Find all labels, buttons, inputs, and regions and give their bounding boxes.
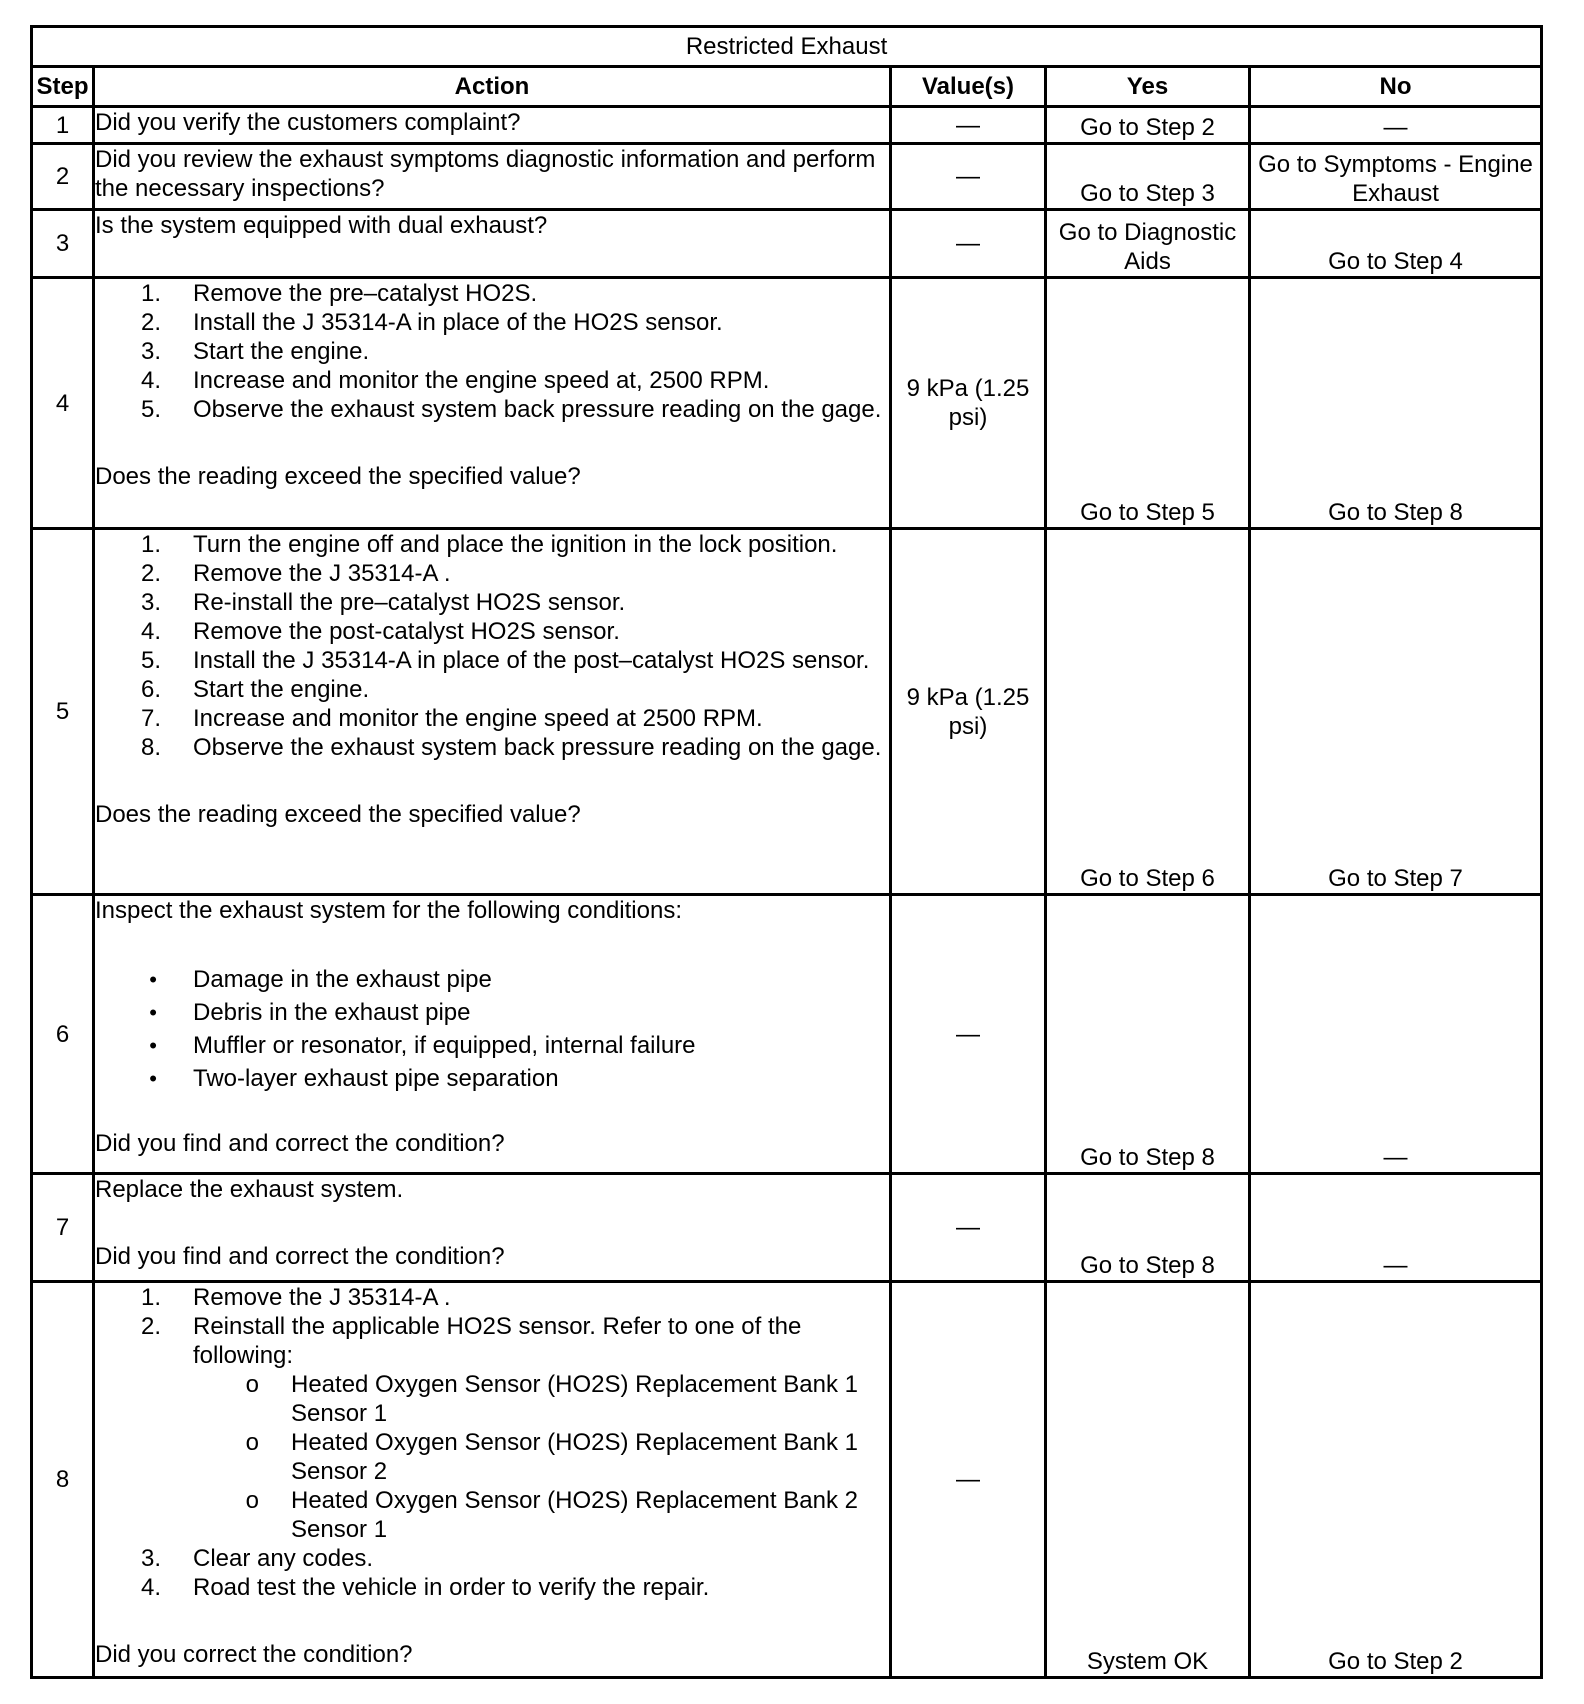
no-cell: Go to Step 8 xyxy=(1250,278,1542,529)
list-item: 4. Remove the post-catalyst HO2S sensor. xyxy=(140,618,620,645)
no-cell: — xyxy=(1250,895,1542,1174)
header-yes: Yes xyxy=(1046,67,1250,107)
sensor-reference-list xyxy=(193,1370,889,1544)
question-text: Does the reading exceed the specified value? xyxy=(95,463,581,490)
header-step: Step xyxy=(32,67,94,107)
list-item: • Debris in the exhaust pipe xyxy=(95,996,889,1029)
question-text: Did you verify the customers complaint? xyxy=(95,109,521,136)
list-item: 3. Clear any codes. xyxy=(140,1545,374,1572)
list-item: 1. Turn the engine off and place the ignition in the lock position. xyxy=(140,531,838,558)
question-text: Did you find and correct the condition? xyxy=(95,1243,505,1270)
intro-text: Replace the exhaust system. xyxy=(95,1176,404,1203)
table-row xyxy=(32,895,1542,1174)
value-cell: — xyxy=(891,144,1046,210)
yes-cell: Go to Step 6 xyxy=(1046,529,1250,895)
action-cell xyxy=(94,278,891,529)
list-item: 8. Observe the exhaust system back pressure reading on the gage. xyxy=(140,734,882,761)
list-item: 7. Increase and monitor the engine speed at 2500 RPM. xyxy=(140,705,763,732)
step-number: 8 xyxy=(32,1282,94,1678)
table-row xyxy=(32,1282,1542,1678)
table-row xyxy=(32,107,1542,144)
list-item: 6. Start the engine. xyxy=(140,676,370,703)
value-cell: — xyxy=(891,1282,1046,1678)
list-item: 3. Re-install the pre–catalyst HO2S sensor. xyxy=(140,589,626,616)
value-cell: — xyxy=(891,895,1046,1174)
step-number: 6 xyxy=(32,895,94,1174)
list-item: 3. Start the engine. xyxy=(140,338,370,365)
procedure-list xyxy=(95,1283,889,1602)
list-item: • Damage in the exhaust pipe xyxy=(95,963,889,996)
yes-cell: Go to Step 2 xyxy=(1046,107,1250,144)
question-text: Did you review the exhaust symptoms diagnostic information and perform the necessary inspections? xyxy=(95,146,876,202)
list-item: o Heated Oxygen Sensor (HO2S) Replacement Bank 1 Sensor 1 xyxy=(193,1370,889,1428)
value-cell: — xyxy=(891,1174,1046,1282)
yes-cell: Go to Step 5 xyxy=(1046,278,1250,529)
list-item: • Muffler or resonator, if equipped, internal failure xyxy=(95,1029,889,1062)
question-text: Is the system equipped with dual exhaust? xyxy=(95,212,548,239)
no-cell: — xyxy=(1250,107,1542,144)
list-item: 5. Observe the exhaust system back pressure reading on the gage. xyxy=(140,396,882,423)
action-cell xyxy=(94,895,891,1174)
circle-bullet-icon: o xyxy=(245,1429,259,1456)
table-row xyxy=(32,144,1542,210)
list-item: 1. Remove the J 35314-A . xyxy=(140,1284,451,1311)
no-cell: Go to Step 4 xyxy=(1250,210,1542,278)
bullet-icon: • xyxy=(149,967,157,992)
step-number: 7 xyxy=(32,1174,94,1282)
value-cell: — xyxy=(891,210,1046,278)
table-row xyxy=(32,210,1542,278)
table-row xyxy=(32,1174,1542,1282)
bullet-icon: • xyxy=(149,1066,157,1091)
step-number: 1 xyxy=(32,107,94,144)
list-item: o Heated Oxygen Sensor (HO2S) Replacement Bank 2 Sensor 1 xyxy=(193,1486,889,1544)
question-text: Does the reading exceed the specified value? xyxy=(95,801,581,828)
header-row xyxy=(32,67,1542,107)
list-item: 4. Increase and monitor the engine speed at, 2500 RPM. xyxy=(140,367,770,394)
procedure-list xyxy=(95,530,889,762)
list-item: 2. Reinstall the applicable HO2S sensor. Refer to one of the following: o Heated Oxygen Sensor (HO2S) Replacement Bank 1 Sensor 1 o Heated Oxygen Sensor (HO2S) Replacement Bank 1 Sensor 2 o Heated Oxygen Sensor (HO2S) Replacement Bank 2 Sensor 1 xyxy=(95,1312,889,1544)
value-cell: — xyxy=(891,107,1046,144)
condition-list xyxy=(95,963,889,1095)
table-row xyxy=(32,278,1542,529)
table-title: Restricted Exhaust xyxy=(32,27,1542,67)
value-cell: 9 kPa (1.25 psi) xyxy=(891,278,1046,529)
diagnostic-table xyxy=(30,25,1543,1679)
action-cell xyxy=(94,107,891,144)
list-item: 5. Install the J 35314-A in place of the post–catalyst HO2S sensor. xyxy=(140,647,870,674)
header-action: Action xyxy=(94,67,891,107)
list-item: 2. Remove the J 35314-A . xyxy=(140,560,451,587)
intro-text: Inspect the exhaust system for the following conditions: xyxy=(95,897,682,924)
no-cell: Go to Step 2 xyxy=(1250,1282,1542,1678)
yes-cell: Go to Step 8 xyxy=(1046,1174,1250,1282)
no-cell: — xyxy=(1250,1174,1542,1282)
yes-cell: Go to Step 3 xyxy=(1046,144,1250,210)
no-cell: Go to Symptoms - Engine Exhaust xyxy=(1250,144,1542,210)
yes-cell: System OK xyxy=(1046,1282,1250,1678)
bullet-icon: • xyxy=(149,1033,157,1058)
procedure-list xyxy=(95,279,889,424)
action-cell xyxy=(94,529,891,895)
yes-cell: Go to Diagnostic Aids xyxy=(1046,210,1250,278)
no-cell: Go to Step 7 xyxy=(1250,529,1542,895)
step-number: 4 xyxy=(32,278,94,529)
value-cell: 9 kPa (1.25 psi) xyxy=(891,529,1046,895)
header-values: Value(s) xyxy=(891,67,1046,107)
list-item: 2. Install the J 35314-A in place of the HO2S sensor. xyxy=(140,309,723,336)
list-item: • Two-layer exhaust pipe separation xyxy=(95,1062,889,1095)
circle-bullet-icon: o xyxy=(245,1371,259,1398)
circle-bullet-icon: o xyxy=(245,1487,259,1514)
step-number: 2 xyxy=(32,144,94,210)
header-no: No xyxy=(1250,67,1542,107)
step-number: 3 xyxy=(32,210,94,278)
table-row xyxy=(32,529,1542,895)
list-item: o Heated Oxygen Sensor (HO2S) Replacement Bank 1 Sensor 2 xyxy=(193,1428,889,1486)
step-number: 5 xyxy=(32,529,94,895)
action-cell xyxy=(94,1174,891,1282)
list-item: 1. Remove the pre–catalyst HO2S. xyxy=(140,280,538,307)
question-text: Did you correct the condition? xyxy=(95,1641,413,1668)
question-text: Did you find and correct the condition? xyxy=(95,1130,505,1157)
action-cell xyxy=(94,1282,891,1678)
action-cell xyxy=(94,210,891,278)
yes-cell: Go to Step 8 xyxy=(1046,895,1250,1174)
bullet-icon: • xyxy=(149,1000,157,1025)
list-item: 4. Road test the vehicle in order to verify the repair. xyxy=(140,1574,710,1601)
action-cell xyxy=(94,144,891,210)
